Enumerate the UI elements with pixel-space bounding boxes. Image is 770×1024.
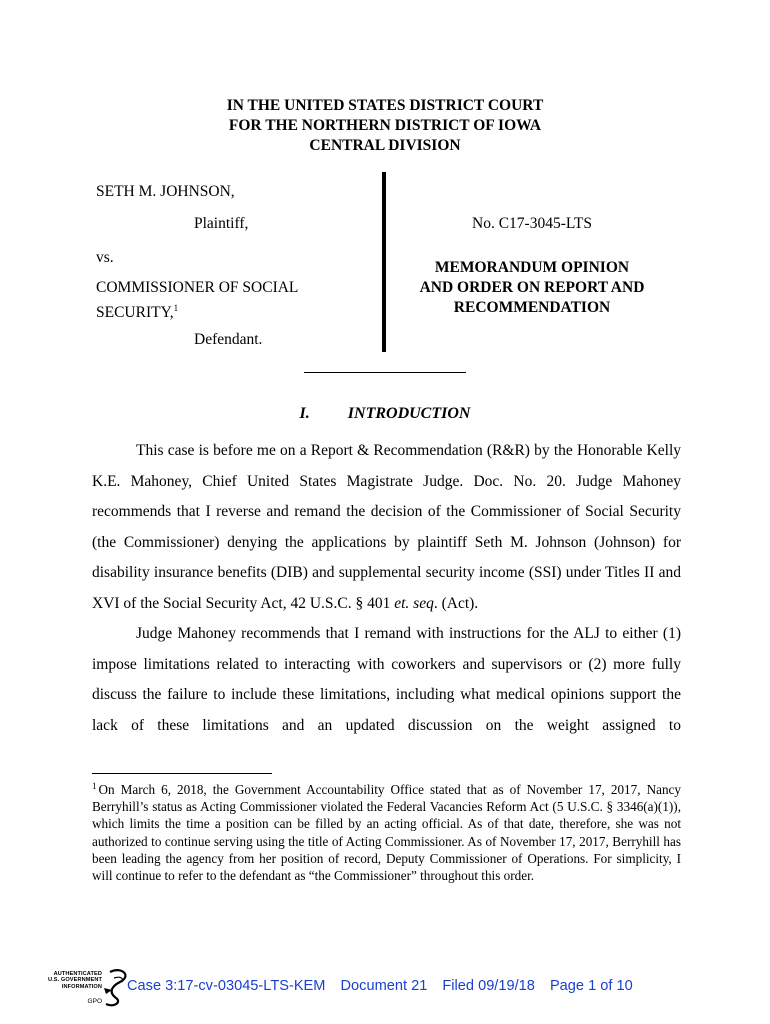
footnote-rule [92,773,272,774]
court-district: FOR THE NORTHERN DISTRICT OF IOWA [228,117,542,134]
footer-filed-date: Filed 09/19/18 [442,978,535,994]
document-title-line3: RECOMMENDATION [453,299,611,316]
court-name: IN THE UNITED STATES DISTRICT COURT [226,97,544,114]
footer-case-number: Case 3:17-cv-03045-LTS-KEM [127,978,326,994]
paragraph-1-end: . (Act). [433,594,479,612]
defendant-name-line1: COMMISSIONER OF SOCIAL [96,279,299,296]
paragraph-1-citation: et. seq [394,594,434,612]
document-title-line1: MEMORANDUM OPINION [434,259,630,276]
footnote-1 [92,781,681,884]
gpo-logo-text [48,971,102,990]
gpo-authentication-logo [40,968,136,1008]
document-footer [127,978,644,994]
footnote-mark: 1 [92,780,97,791]
section-number: I. [299,405,310,422]
footer-document-number: Document 21 [340,978,428,994]
section-title: INTRODUCTION [347,405,471,422]
caption-separator [304,372,466,373]
versus: vs. [96,249,114,266]
opinion-body [92,436,681,741]
gpo-line1: AUTHENTICATED [53,971,102,977]
document-title [390,258,674,318]
footnote-reference[interactable]: 1 [173,303,179,313]
plaintiff-role: Plaintiff, [194,215,249,232]
paragraph-1 [92,436,681,619]
defendant-role: Defendant. [194,331,263,348]
gpo-line2: U.S. GOVERNMENT [47,977,102,984]
defendant-name-text: SECURITY, [96,304,174,322]
court-division: CENTRAL DIVISION [309,137,461,154]
paragraph-1-text: This case is before me on a Report & Recommendation (R&R) by the Honorable Kelly K.E. Mahoney, Chief United States Magistrate Judge. Doc. No. 20. Judge Mahoney recommends that I reverse and remand the decision of the Commissioner of Social Security (the Commissioner) denying the applications by plaintiff Seth M. Johnson (Johnson) for disability insurance benefits (DIB) and supplemental security income (SSI) under Titles II and XVI of the Social Security Act, 42 U.S.C. § 401 [92,442,681,612]
paragraph-2: Judge Mahoney recommends that I remand with instructions for the ALJ to either (1) impose limitations related to interacting with coworkers and supervisors or (2) more fully discuss the failure to include these limitations, including what medical opinions support the lack of these limitations and an updated discussion on the weight assigned to [92,625,681,734]
plaintiff-name: SETH M. JOHNSON, [96,183,235,200]
footnote-text: On March 6, 2018, the Government Accountability Office stated that as of November 17, 2017, Nancy Berryhill’s status as Acting Commissioner violated the Federal Vacancies Reform Act (5 U.S.C. § 3346(a)(1)), which limits the time a position can be filled by an acting official. As of that date, therefore, she was not authorized to continue serving using the title of Acting Commissioner. As of November 17, 2017, Berryhill has been leading the agency from her position of record, Deputy Commissioner of Operations. For simplicity, I will continue to refer to the defendant as “the Commissioner” throughout this order. [92,782,681,884]
court-header [0,96,770,156]
gpo-line3: INFORMATION [61,983,102,990]
caption-divider [382,172,386,352]
gpo-abbrev: GPO [87,998,102,1005]
document-title-line2: AND ORDER ON REPORT AND [419,279,645,296]
defendant-name-line2 [96,298,178,323]
footer-page-number: Page 1 of 10 [549,978,633,994]
case-number: No. C17-3045-LTS [472,215,592,232]
section-heading [0,405,770,423]
